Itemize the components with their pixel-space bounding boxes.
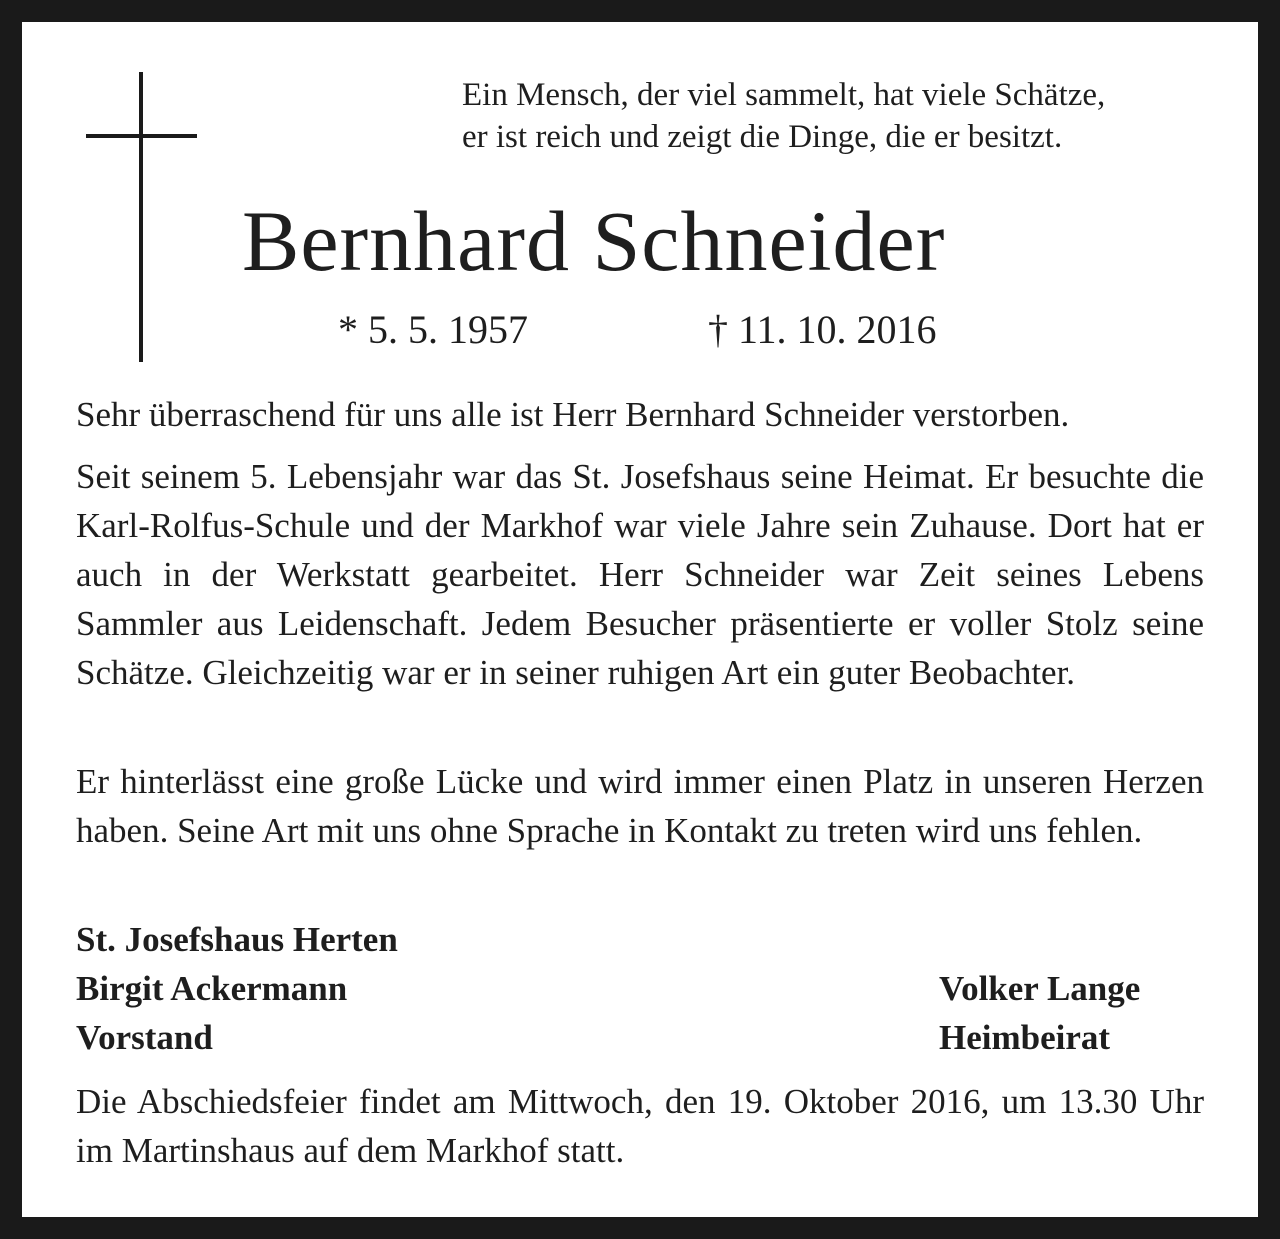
cross-icon-bar xyxy=(86,134,197,138)
paragraph-announcement: Sehr überraschend für uns alle ist Herr Bernhard Schneider verstorben. xyxy=(76,395,1070,434)
birth-date: * 5. 5. 1957 xyxy=(338,307,528,352)
paragraph-remembrance: Er hinterlässt eine große Lücke und wird immer einen Platz in unseren Herzen haben. Seine Art mit uns ohne Sprache in Kontakt zu treten wird uns fehlen. xyxy=(76,762,1204,850)
motto-quote xyxy=(462,74,1222,158)
motto-line-1: Ein Mensch, der viel sammelt, hat viele Schätze, xyxy=(462,77,1106,113)
motto-line-2: er ist reich und zeigt die Dinge, die er besitzt. xyxy=(462,119,1063,155)
signature-left-name: Birgit Ackermann xyxy=(76,969,348,1008)
paragraph-biography: Seit seinem 5. Lebensjahr war das St. Josefshaus seine Heimat. Er besuchte die Karl-Rolfus-Schule und der Markhof war viele Jahre sein Zuhause. Dort hat er auch in der Werkstatt gearbeitet. Herr Schneider war Zeit seines Lebens Sammler aus Leidenschaft. Jedem Besucher präsentierte er voller Stolz seine Schätze. Gleichzeitig war er in seiner ruhigen Art ein guter Beobachter. xyxy=(76,457,1204,692)
signature-right-role: Heimbeirat xyxy=(939,1018,1111,1057)
deceased-name: Bernhard Schneider xyxy=(242,193,946,289)
paragraph-funeral-info: Die Abschiedsfeier findet am Mittwoch, den 19. Oktober 2016, um 13.30 Uhr im Martinshaus auf dem Markhof statt. xyxy=(76,1082,1204,1170)
cross-icon xyxy=(139,72,143,362)
signature-right-name: Volker Lange xyxy=(939,969,1141,1008)
death-date: † 11. 10. 2016 xyxy=(708,307,937,352)
signature-organization: St. Josefshaus Herten xyxy=(76,920,398,959)
signature-left-role: Vorstand xyxy=(76,1018,213,1057)
